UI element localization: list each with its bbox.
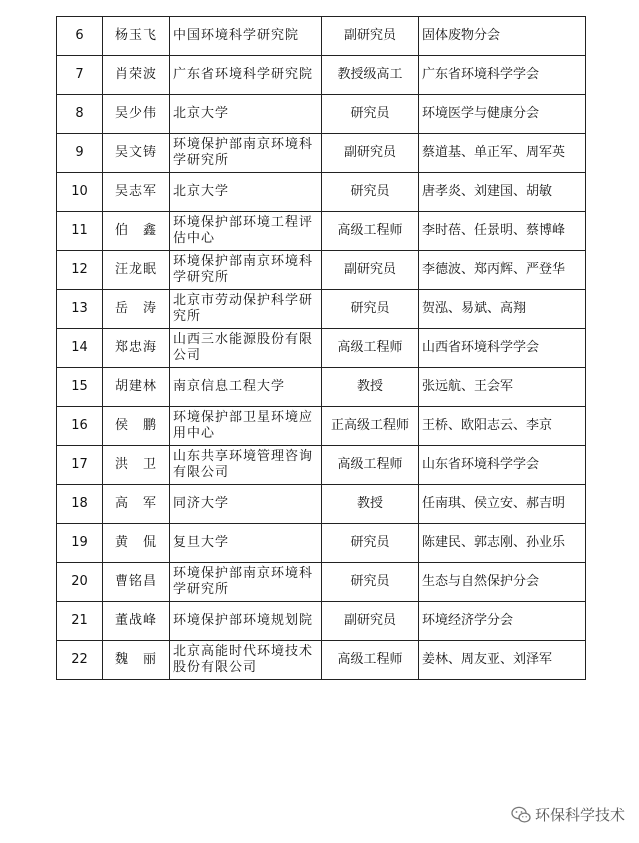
nominee-title: 教授 (322, 485, 419, 524)
row-number: 6 (57, 17, 103, 56)
table-row (57, 524, 586, 563)
table-row (57, 602, 586, 641)
row-number: 21 (57, 602, 103, 641)
nominee-title: 正高级工程师 (322, 407, 419, 446)
nominee-name: 岳 涛 (103, 290, 170, 329)
recommender: 陈建民、郭志刚、孙业乐 (419, 524, 586, 563)
recommender: 固体废物分会 (419, 17, 586, 56)
nominee-table (56, 16, 586, 680)
row-number: 22 (57, 641, 103, 680)
table-row (57, 290, 586, 329)
nominee-name: 洪 卫 (103, 446, 170, 485)
table-row (57, 407, 586, 446)
nominee-name: 吴少伟 (103, 95, 170, 134)
nominee-table-body (57, 17, 586, 680)
nominee-name: 杨玉飞 (103, 17, 170, 56)
nominee-name: 胡建林 (103, 368, 170, 407)
nominee-title: 教授 (322, 368, 419, 407)
nominee-organization: 南京信息工程大学 (170, 368, 322, 407)
nominee-title: 教授级高工 (322, 56, 419, 95)
nominee-organization: 环境保护部南京环境科学研究所 (170, 563, 322, 602)
watermark (511, 804, 625, 825)
nominee-name: 黄 侃 (103, 524, 170, 563)
table-row (57, 56, 586, 95)
recommender: 李时蓓、任景明、蔡博峰 (419, 212, 586, 251)
nominee-name: 郑忠海 (103, 329, 170, 368)
row-number: 17 (57, 446, 103, 485)
table-row (57, 563, 586, 602)
nominee-organization: 北京市劳动保护科学研究所 (170, 290, 322, 329)
table-row (57, 17, 586, 56)
nominee-organization: 中国环境科学研究院 (170, 17, 322, 56)
row-number: 12 (57, 251, 103, 290)
row-number: 18 (57, 485, 103, 524)
watermark-text: 环保科学技术 (534, 806, 625, 824)
row-number: 13 (57, 290, 103, 329)
recommender: 环境医学与健康分会 (419, 95, 586, 134)
table-row (57, 134, 586, 173)
nominee-title: 研究员 (322, 563, 419, 602)
nominee-organization: 广东省环境科学研究院 (170, 56, 322, 95)
row-number: 15 (57, 368, 103, 407)
nominee-name: 吴志军 (103, 173, 170, 212)
recommender: 姜林、周友亚、刘泽军 (419, 641, 586, 680)
nominee-title: 副研究员 (322, 251, 419, 290)
recommender: 山西省环境科学学会 (419, 329, 586, 368)
nominee-organization: 山西三水能源股份有限公司 (170, 329, 322, 368)
table-row (57, 212, 586, 251)
table-row (57, 251, 586, 290)
nominee-organization: 同济大学 (170, 485, 322, 524)
recommender: 张远航、王会军 (419, 368, 586, 407)
nominee-title: 高级工程师 (322, 212, 419, 251)
nominee-organization: 山东共享环境管理咨询有限公司 (170, 446, 322, 485)
table-row (57, 368, 586, 407)
row-number: 10 (57, 173, 103, 212)
nominee-organization: 环境保护部卫星环境应用中心 (170, 407, 322, 446)
nominee-name: 汪龙眠 (103, 251, 170, 290)
recommender: 蔡道基、单正军、周军英 (419, 134, 586, 173)
recommender: 唐孝炎、刘建国、胡敏 (419, 173, 586, 212)
nominee-title: 副研究员 (322, 134, 419, 173)
recommender: 任南琪、侯立安、郝吉明 (419, 485, 586, 524)
nominee-title: 研究员 (322, 290, 419, 329)
recommender: 贺泓、易斌、高翔 (419, 290, 586, 329)
nominee-name: 侯 鹏 (103, 407, 170, 446)
table-row (57, 641, 586, 680)
row-number: 7 (57, 56, 103, 95)
table-row (57, 329, 586, 368)
row-number: 11 (57, 212, 103, 251)
nominee-name: 曹铭昌 (103, 563, 170, 602)
nominee-title: 高级工程师 (322, 641, 419, 680)
nominee-name: 高 军 (103, 485, 170, 524)
nominee-organization: 北京高能时代环境技术股份有限公司 (170, 641, 322, 680)
recommender: 李德波、郑丙辉、严登华 (419, 251, 586, 290)
wechat-icon (511, 806, 531, 824)
recommender: 山东省环境科学学会 (419, 446, 586, 485)
recommender: 广东省环境科学学会 (419, 56, 586, 95)
table-row (57, 173, 586, 212)
nominee-name: 肖荣波 (103, 56, 170, 95)
nominee-title: 副研究员 (322, 602, 419, 641)
nominee-organization: 环境保护部环境工程评估中心 (170, 212, 322, 251)
table-row (57, 446, 586, 485)
nominee-name: 吴文铸 (103, 134, 170, 173)
nominee-organization: 复旦大学 (170, 524, 322, 563)
nominee-organization: 环境保护部南京环境科学研究所 (170, 134, 322, 173)
nominee-name: 董战峰 (103, 602, 170, 641)
nominee-organization: 北京大学 (170, 95, 322, 134)
row-number: 14 (57, 329, 103, 368)
nominee-organization: 北京大学 (170, 173, 322, 212)
recommender: 生态与自然保护分会 (419, 563, 586, 602)
row-number: 9 (57, 134, 103, 173)
nominee-organization: 环境保护部环境规划院 (170, 602, 322, 641)
nominee-title: 研究员 (322, 95, 419, 134)
nominee-title: 研究员 (322, 524, 419, 563)
nominee-title: 副研究员 (322, 17, 419, 56)
row-number: 16 (57, 407, 103, 446)
recommender: 王桥、欧阳志云、李京 (419, 407, 586, 446)
nominee-title: 高级工程师 (322, 446, 419, 485)
table-row (57, 95, 586, 134)
nominee-title: 研究员 (322, 173, 419, 212)
nominee-name: 伯 鑫 (103, 212, 170, 251)
recommender: 环境经济学分会 (419, 602, 586, 641)
table-row (57, 485, 586, 524)
nominee-name: 魏 丽 (103, 641, 170, 680)
row-number: 20 (57, 563, 103, 602)
row-number: 8 (57, 95, 103, 134)
nominee-organization: 环境保护部南京环境科学研究所 (170, 251, 322, 290)
row-number: 19 (57, 524, 103, 563)
nominee-title: 高级工程师 (322, 329, 419, 368)
